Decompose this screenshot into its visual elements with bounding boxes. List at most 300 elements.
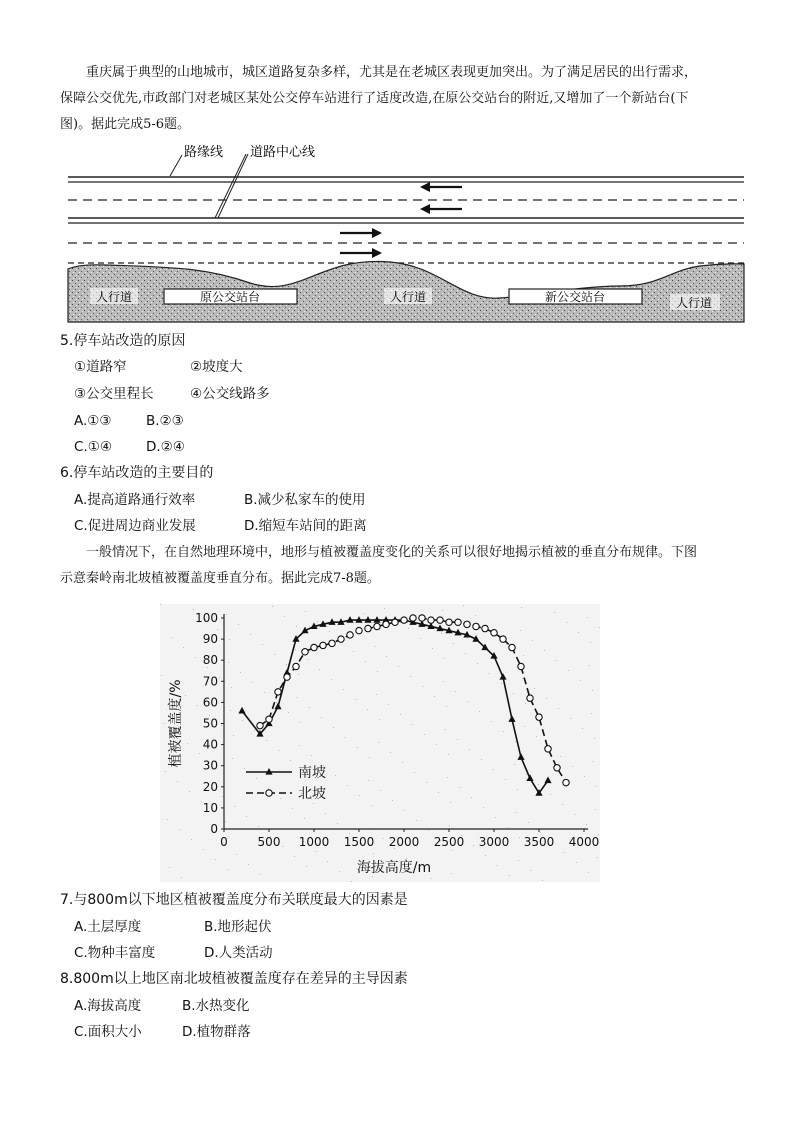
chart-noise (594, 738, 595, 739)
chart-noise (495, 817, 496, 818)
question-7-option-b[interactable]: B.地形起伏 (204, 919, 272, 935)
chart-noise (380, 790, 381, 791)
chart-noise (455, 691, 456, 692)
chart-noise (351, 881, 352, 882)
north-slope-point (473, 623, 479, 629)
chart-noise (528, 822, 529, 823)
north-slope-point (329, 640, 335, 646)
x-tick-label: 0 (220, 835, 228, 849)
chart-noise (359, 795, 360, 796)
north-slope-point (284, 674, 290, 680)
question-5-option-b[interactable]: B.②③ (146, 413, 184, 429)
chart-noise (416, 820, 417, 821)
chart-noise (256, 778, 257, 779)
chart-noise (232, 758, 233, 759)
chart-noise (550, 794, 551, 795)
chart-noise (233, 735, 234, 736)
chart-noise (268, 788, 269, 789)
chart-noise (449, 825, 450, 826)
chart-noise (238, 624, 239, 625)
chart-noise (343, 689, 344, 690)
chart-noise (509, 875, 510, 876)
chart-noise (171, 637, 172, 638)
chart-noise (412, 724, 413, 725)
chart-noise (355, 699, 356, 700)
question-7-option-c[interactable]: C.物种丰富度 (74, 945, 156, 961)
y-tick-label: 30 (202, 758, 218, 773)
chart-noise (169, 867, 170, 868)
chart-noise (227, 869, 228, 870)
north-slope-point (410, 615, 416, 621)
y-tick-label: 100 (195, 611, 218, 625)
north-slope-point (374, 623, 380, 629)
chart-noise (304, 818, 305, 819)
chart-noise (331, 679, 332, 680)
chart-noise (507, 827, 508, 828)
chart-noise (471, 797, 472, 798)
chart-noise (568, 670, 569, 671)
chart-noise (365, 661, 366, 662)
question-8-option-c[interactable]: C.面积大小 (74, 1024, 142, 1040)
chart-noise (246, 816, 247, 817)
chart-noise (554, 612, 555, 613)
chart-noise (252, 682, 253, 683)
north-slope-point (419, 615, 425, 621)
chart-noise (564, 852, 565, 853)
north-slope-point (455, 619, 461, 625)
chart-noise (300, 722, 301, 723)
chart-noise (522, 678, 523, 679)
chart-noise (489, 673, 490, 674)
north-slope-point (464, 621, 470, 627)
chart-noise (307, 659, 308, 660)
chart-noise (465, 653, 466, 654)
chart-noise (327, 861, 328, 862)
x-tick-label: 500 (257, 835, 281, 849)
y-tick-label: 80 (202, 653, 218, 668)
chart-noise (420, 638, 421, 639)
chart-noise (392, 800, 393, 801)
chart-noise (339, 871, 340, 872)
question-5-statement-3: ③公交里程长 (74, 386, 154, 402)
chart-noise (177, 781, 178, 782)
chart-noise (445, 729, 446, 730)
question-8-option-a[interactable]: A.海拔高度 (74, 998, 142, 1014)
chart-noise (544, 650, 545, 651)
x-tick-label: 1000 (298, 835, 330, 849)
chart-noise (230, 710, 231, 711)
center-line-label: 道路中心线 (250, 145, 316, 160)
chart-noise (524, 726, 525, 727)
chart-noise (311, 755, 312, 756)
chart-noise (532, 640, 533, 641)
north-slope-point (275, 689, 281, 695)
chart-noise (519, 837, 520, 838)
chart-noise (432, 648, 433, 649)
chart-noise (313, 803, 314, 804)
chart-noise (290, 760, 291, 761)
chart-noise (572, 766, 573, 767)
vegetation-coverage-chart (160, 604, 600, 882)
chart-noise (262, 644, 263, 645)
chart-noise (408, 628, 409, 629)
x-tick-label: 2500 (433, 835, 465, 849)
north-slope-point (482, 625, 488, 631)
north-slope-point (545, 746, 551, 752)
north-slope-point (383, 621, 389, 627)
chart-noise (580, 680, 581, 681)
north-slope-point (392, 619, 398, 625)
chart-noise (483, 807, 484, 808)
question-6-stem: 6.停车站改造的主要目的 (60, 465, 214, 481)
chart-noise (570, 718, 571, 719)
y-tick-label: 0 (210, 822, 218, 836)
arrow-left-lower (420, 204, 462, 214)
chart-noise (228, 662, 229, 663)
chart-noise (591, 713, 592, 714)
chart-noise (296, 626, 297, 627)
chart-noise (337, 823, 338, 824)
chart-noise (325, 813, 326, 814)
chart-noise (467, 701, 468, 702)
chart-noise (515, 741, 516, 742)
chart-noise (187, 743, 188, 744)
north-slope-point (509, 644, 515, 650)
north-slope-point (518, 663, 524, 669)
chart-noise (299, 745, 300, 746)
question-5-option-d[interactable]: D.②④ (146, 439, 185, 455)
sidewalk-label-right: 人行道 (675, 296, 713, 310)
chart-noise (584, 776, 585, 777)
chart-noise (450, 802, 451, 803)
chart-noise (319, 669, 320, 670)
chart-noise (534, 688, 535, 689)
chart-noise (305, 611, 306, 612)
chart-noise (347, 785, 348, 786)
north-slope-point (554, 765, 560, 771)
chart-noise (481, 759, 482, 760)
chart-noise (558, 708, 559, 709)
chart-noise (240, 672, 241, 673)
chart-noise (384, 608, 385, 609)
chart-noise (597, 857, 598, 858)
y-axis-label: 植被覆盖度/% (168, 679, 184, 768)
chart-noise (286, 664, 287, 665)
chart-noise (441, 633, 442, 634)
x-tick-label: 4000 (568, 835, 600, 849)
chart-noise (282, 846, 283, 847)
chart-noise (485, 855, 486, 856)
chart-noise (219, 677, 220, 678)
chart-noise (493, 769, 494, 770)
x-tick-label: 3000 (478, 835, 510, 849)
north-slope-point (320, 642, 326, 648)
chart-noise (189, 791, 190, 792)
chart-noise (183, 647, 184, 648)
question-8-option-b[interactable]: B.水热变化 (182, 998, 250, 1014)
x-tick-label: 1500 (343, 835, 375, 849)
chart-noise (278, 750, 279, 751)
y-tick-label: 60 (202, 695, 218, 710)
chart-noise (491, 721, 492, 722)
question-6-option-d[interactable]: D.缩短车站间的距离 (244, 518, 367, 534)
north-slope-point (401, 617, 407, 623)
chart-noise (595, 809, 596, 810)
intro-paragraph-2-line-2: 示意秦岭南北坡植被覆盖度垂直分布。据此完成7-8题。 (60, 571, 380, 586)
old-bus-stop-label: 原公交站台 (199, 290, 261, 304)
legend-marker-north (266, 790, 272, 796)
chart-noise (193, 609, 194, 610)
question-6-option-a[interactable]: A.提高道路通行效率 (74, 492, 196, 508)
chart-noise (353, 651, 354, 652)
y-tick-label: 10 (202, 800, 218, 815)
intro-paragraph-1-line-1: 重庆属于典型的山地城市，城区道路复杂多样，尤其是在老城区表现更加突出。为了满足居民的出行需求， (86, 65, 698, 80)
question-7-stem: 7.与800m以下地区植被覆盖度分布关联度最大的因素是 (60, 892, 408, 908)
chart-noise (438, 792, 439, 793)
chart-noise (309, 707, 310, 708)
question-5-statement-1: ①道路窄 (74, 359, 127, 375)
chart-noise (473, 845, 474, 846)
chart-noise (428, 830, 429, 831)
chart-noise (518, 860, 519, 861)
chart-noise (520, 630, 521, 631)
chart-noise (536, 736, 537, 737)
chart-noise (295, 649, 296, 650)
north-slope-point (428, 617, 434, 623)
chart-noise (513, 693, 514, 694)
chart-noise (179, 829, 180, 830)
y-tick-label: 70 (202, 674, 218, 689)
chart-noise (398, 666, 399, 667)
chart-noise (234, 806, 235, 807)
chart-noise (593, 761, 594, 762)
chart-noise (546, 698, 547, 699)
x-tick-label: 3500 (523, 835, 555, 849)
chart-noise (231, 687, 232, 688)
chart-noise (446, 706, 447, 707)
chart-noise (521, 607, 522, 608)
north-slope-point (437, 617, 443, 623)
question-5-option-a[interactable]: A.①③ (74, 413, 112, 429)
chart-noise (436, 744, 437, 745)
chart-noise (475, 615, 476, 616)
chart-noise (266, 740, 267, 741)
chart-noise (596, 786, 597, 787)
chart-noise (479, 711, 480, 712)
north-slope-point (347, 632, 353, 638)
chart-noise (590, 642, 591, 643)
y-tick-label: 20 (202, 779, 218, 794)
chart-noise (374, 646, 375, 647)
chart-noise (560, 756, 561, 757)
intro-paragraph-1-line-3: 图)。据此完成5-6题。 (60, 117, 191, 132)
chart-noise (163, 723, 164, 724)
y-tick-label: 40 (202, 737, 218, 752)
chart-noise (298, 674, 299, 675)
chart-noise (463, 605, 464, 606)
chart-noise (160, 604, 161, 605)
chart-noise (288, 712, 289, 713)
chart-noise (589, 665, 590, 666)
chart-noise (191, 839, 192, 840)
chart-noise (197, 705, 198, 706)
chart-noise (329, 631, 330, 632)
legend-label-south: 南坡 (298, 765, 326, 781)
question-6-option-b[interactable]: B.减少私家车的使用 (244, 492, 366, 508)
chart-noise (284, 616, 285, 617)
chart-noise (371, 805, 372, 806)
north-slope-point (446, 619, 452, 625)
chart-noise (525, 703, 526, 704)
chart-noise (321, 717, 322, 718)
chart-noise (540, 832, 541, 833)
chart-noise (530, 870, 531, 871)
chart-noise (199, 753, 200, 754)
question-5-statement-2: ②坡度大 (190, 359, 243, 375)
sidewalk-label-middle: 人行道 (389, 290, 427, 304)
chart-noise (390, 752, 391, 753)
chart-noise (538, 784, 539, 785)
chart-noise (459, 787, 460, 788)
chart-noise (576, 862, 577, 863)
chart-noise (382, 838, 383, 839)
chart-noise (404, 810, 405, 811)
chart-noise (294, 856, 295, 857)
chart-noise (516, 812, 517, 813)
chart-noise (477, 663, 478, 664)
chart-noise (363, 613, 364, 614)
curb-line-label: 路缘线 (184, 145, 224, 160)
chart-noise (203, 849, 204, 850)
chart-noise (434, 696, 435, 697)
chart-noise (501, 683, 502, 684)
question-5-option-c[interactable]: C.①④ (74, 439, 112, 455)
chart-noise (260, 874, 261, 875)
chart-noise (264, 692, 265, 693)
chart-noise (447, 777, 448, 778)
chart-noise (368, 780, 369, 781)
chart-noise (254, 730, 255, 731)
question-5-statement-4: ④公交线路多 (190, 386, 270, 402)
north-slope-point (293, 663, 299, 669)
north-slope-point (365, 625, 371, 631)
north-slope-point (536, 714, 542, 720)
chart-noise (523, 655, 524, 656)
y-tick-label: 50 (202, 716, 218, 731)
chart-noise (373, 853, 374, 854)
chart-noise (386, 656, 387, 657)
chart-noise (165, 771, 166, 772)
x-axis-label: 海拔高度/m (356, 860, 432, 876)
chart-noise (406, 858, 407, 859)
chart-noise (430, 878, 431, 879)
question-7-option-a[interactable]: A.土层厚度 (74, 919, 142, 935)
chart-noise (451, 873, 452, 874)
chart-noise (592, 690, 593, 691)
chart-noise (225, 821, 226, 822)
chart-noise (222, 796, 223, 797)
intro-paragraph-1-line-2: 保障公交优先,市政部门对老城区某处公交停车站进行了适度改造,在原公交站台的附近,又增加了一个新站台(下 (60, 91, 689, 106)
arrow-right-upper (340, 228, 382, 238)
chart-noise (242, 720, 243, 721)
question-5-stem: 5.停车站改造的原因 (60, 333, 186, 349)
chart-noise (236, 854, 237, 855)
chart-noise (317, 621, 318, 622)
chart-noise (402, 762, 403, 763)
question-7-option-d[interactable]: D.人类活动 (204, 945, 273, 961)
chart-noise (349, 833, 350, 834)
chart-noise (517, 789, 518, 790)
chart-noise (367, 709, 368, 710)
chart-noise (414, 772, 415, 773)
chart-noise (526, 774, 527, 775)
question-6-option-c[interactable]: C.促进周边商业发展 (74, 518, 196, 534)
chart-noise (444, 658, 445, 659)
north-slope-point (311, 644, 317, 650)
chart-noise (272, 606, 273, 607)
sidewalk-label-left: 人行道 (95, 290, 133, 304)
chart-noise (426, 782, 427, 783)
chart-noise (280, 798, 281, 799)
chart-noise (424, 734, 425, 735)
chart-noise (377, 671, 378, 672)
chart-noise (378, 742, 379, 743)
question-8-stem: 8.800m以上地区南北坡植被覆盖度存在差异的主导因素 (60, 971, 408, 987)
north-slope-point (356, 627, 362, 633)
chart-noise (357, 747, 358, 748)
chart-noise (376, 694, 377, 695)
chart-noise (599, 627, 600, 628)
x-tick-label: 2000 (388, 835, 420, 849)
chart-noise (335, 775, 336, 776)
chart-noise (276, 702, 277, 703)
chart-noise (452, 850, 453, 851)
chart-noise (505, 779, 506, 780)
chart-noise (369, 757, 370, 758)
chart-noise (248, 864, 249, 865)
chart-noise (250, 634, 251, 635)
chart-noise (497, 865, 498, 866)
chart-noise (578, 632, 579, 633)
chart-noise (161, 675, 162, 676)
chart-noise (582, 728, 583, 729)
chart-noise (400, 714, 401, 715)
north-slope-point (527, 695, 533, 701)
chart-noise (315, 851, 316, 852)
chart-noise (556, 660, 557, 661)
chart-noise (469, 749, 470, 750)
question-8-option-d[interactable]: D.植物群落 (182, 1024, 251, 1040)
chart-noise (306, 866, 307, 867)
chart-noise (215, 859, 216, 860)
chart-noise (422, 686, 423, 687)
intro-paragraph-2-line-1: 一般情况下，在自然地理环境中，地形与植被覆盖度变化的关系可以很好地揭示植被的垂直分布规律。下图 (86, 545, 698, 560)
chart-noise (195, 657, 196, 658)
north-slope-point (500, 636, 506, 642)
chart-noise (457, 739, 458, 740)
chart-noise (229, 639, 230, 640)
chart-noise (217, 629, 218, 630)
new-bus-stop-label: 新公交站台 (544, 290, 606, 304)
chart-noise (410, 676, 411, 677)
chart-noise (244, 768, 245, 769)
north-slope-point (302, 649, 308, 655)
chart-noise (221, 725, 222, 726)
arrow-right-lower (340, 248, 382, 258)
north-slope-point (491, 630, 497, 636)
chart-noise (574, 814, 575, 815)
chart-noise (588, 872, 589, 873)
